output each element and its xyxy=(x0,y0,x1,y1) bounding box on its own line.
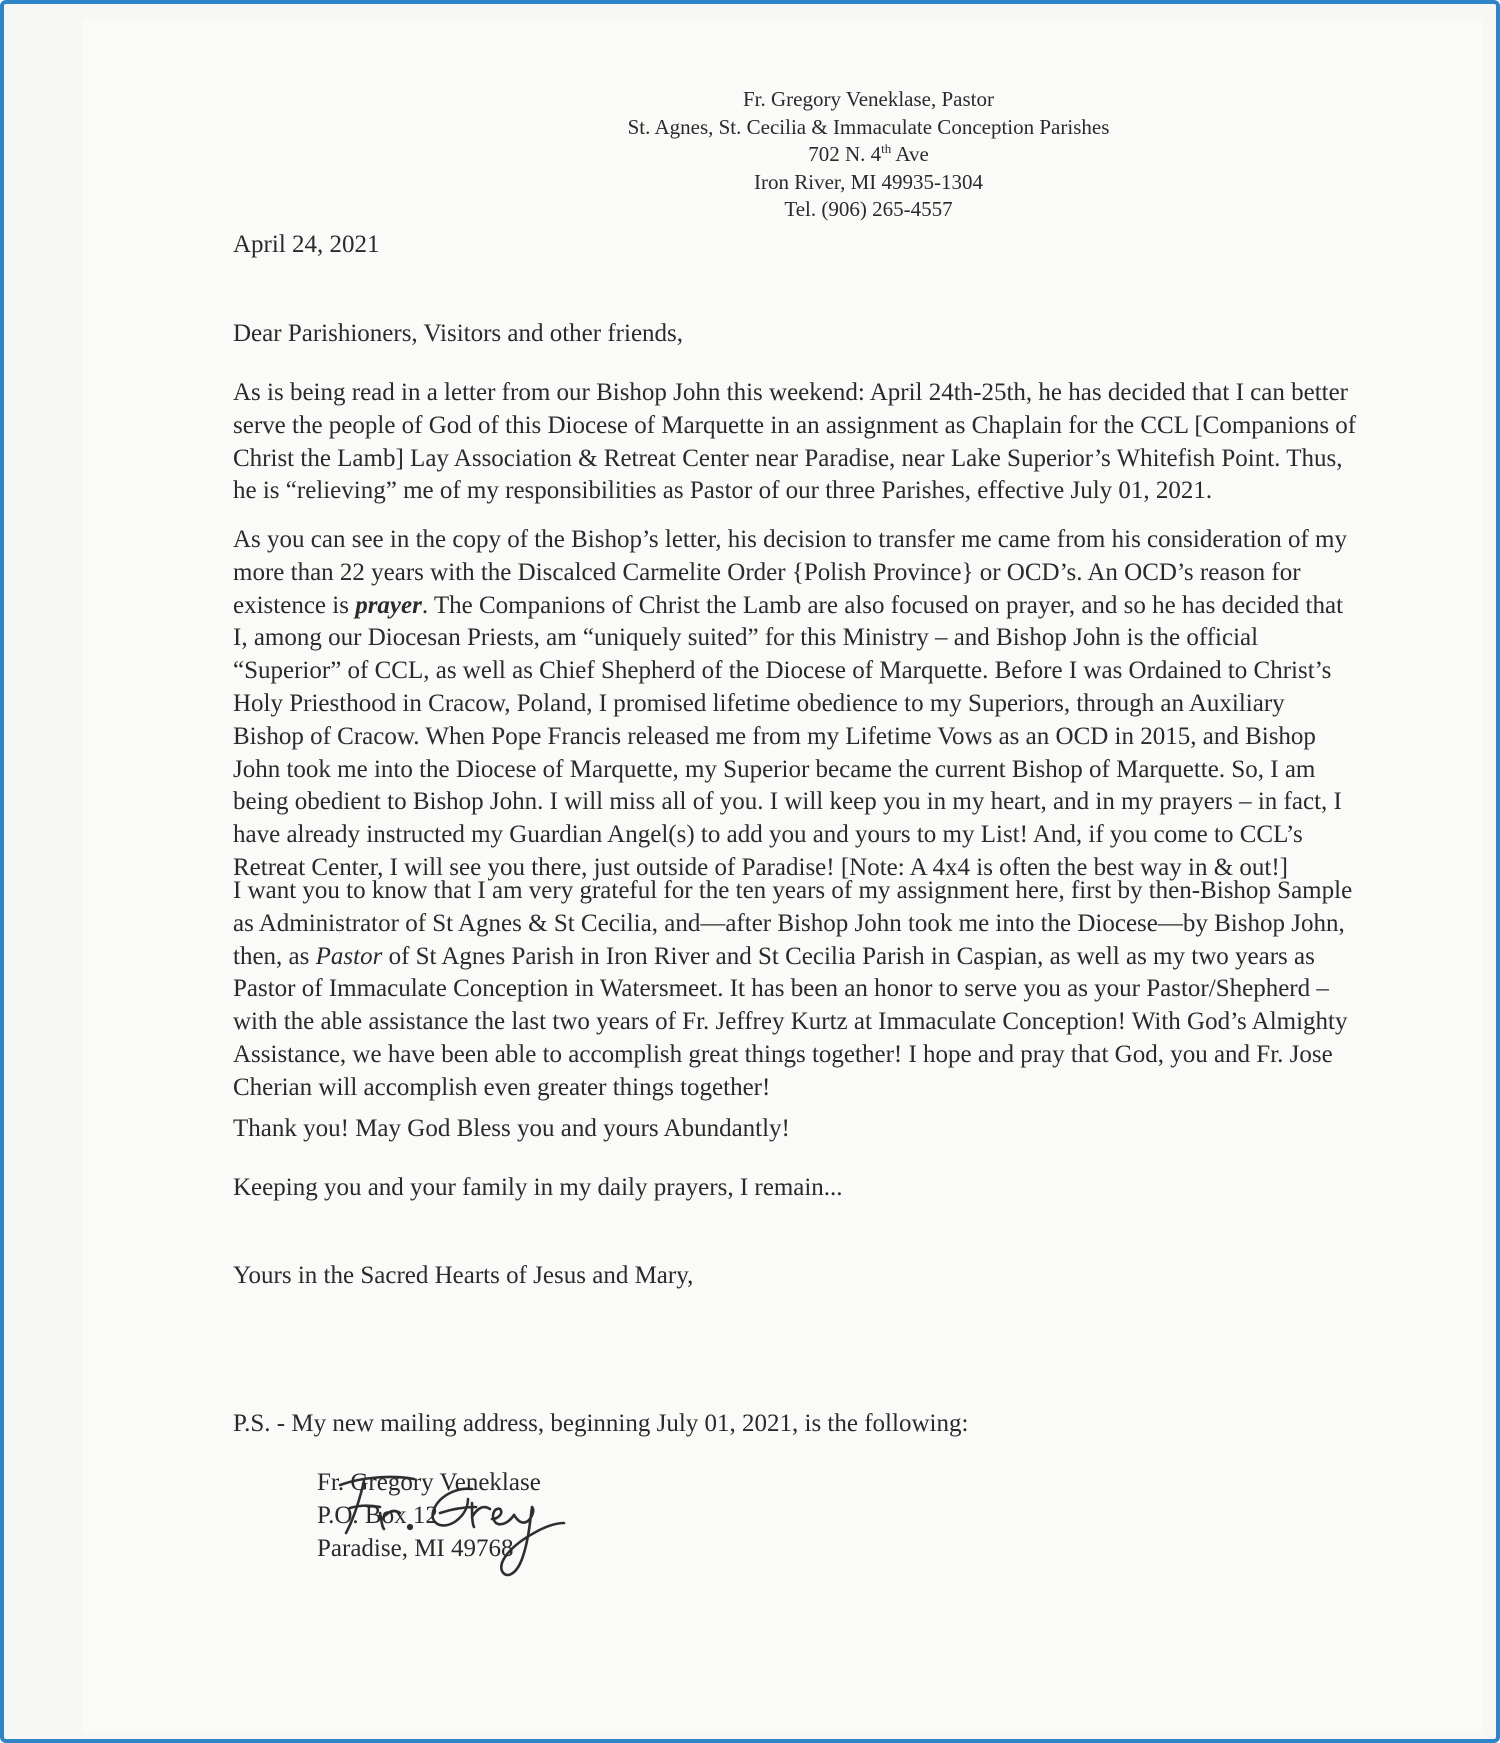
parish-names: St. Agnes, St. Cecilia & Immaculate Conception Parishes xyxy=(627,114,1110,139)
paragraph-2 xyxy=(233,524,1347,885)
paragraph-line: As is being read in a letter from our Bishop John this weekend: April 24th-25th, he has decided that I can better xyxy=(233,379,1349,406)
paragraph-line: being obedient to Bishop John. I will miss all of you. I will keep you in my heart, and in my prayers – in fact, I xyxy=(233,788,1342,816)
new-mailing-address xyxy=(317,1466,541,1565)
address-po-box: P.O. Box 12 xyxy=(317,1502,438,1529)
paragraph-line: more than 22 years with the Discalced Carmelite Order {Polish Province} or OCD’s. An OCD’s reason for xyxy=(233,558,1301,586)
paragraph-line: then, as Pastor of St Agnes Parish in Iron River and St Cecilia Parish in Caspian, as well as my two years as xyxy=(233,942,1315,970)
paragraph-line: Cherian will accomplish even greater things together! xyxy=(233,1073,771,1101)
street-address: 702 N. 4th Ave xyxy=(808,141,929,166)
sender-name: Fr. Gregory Veneklase, Pastor xyxy=(743,87,994,111)
paragraph-line: Pastor of Immaculate Conception in Watersmeet. It has been an honor to serve you as your Pastor/Shepherd – xyxy=(233,975,1329,1003)
paragraph-line: have already instructed my Guardian Angel(s) to add you and yours to my List! And, if you come to CCL’s xyxy=(233,821,1303,849)
paragraph-line: he is “relieving” me of my responsibilities as Pastor of our three Parishes, effective July 01, 2021. xyxy=(233,477,1213,505)
paragraph-line: as Administrator of St Agnes & St Cecilia, and—after Bishop John took me into the Diocese—by Bishop John, xyxy=(233,909,1345,937)
paragraph-line: I, among our Diocesan Priests, am “uniquely suited” for this Ministry – and Bishop John is the official xyxy=(233,624,1259,652)
paragraph-3 xyxy=(233,875,1352,1105)
paragraph-line: I want you to know that I am very grateful for the ten years of my assignment here, first by then-Bishop Sample xyxy=(233,877,1353,904)
paragraph-line: with the able assistance the last two years of Fr. Jeffrey Kurtz at Immaculate Conception! With God’s Almighty xyxy=(233,1008,1348,1036)
paragraph-line: serve the people of God of this Diocese of Marquette in an assignment as Chaplain for the CCL [Companions of xyxy=(233,411,1357,439)
paragraph-line: Assistance, we have been able to accomplish great things together! I hope and pray that God, you and Fr. Jose xyxy=(233,1040,1333,1068)
postscript-line: P.S. - My new mailing address, beginning July 01, 2021, is the following: xyxy=(233,1410,969,1437)
paragraph-line: John took me into the Diocese of Marquette, my Superior became the current Bishop of Marquette. So, I am xyxy=(233,755,1316,783)
letter-date: April 24, 2021 xyxy=(233,231,380,258)
paragraph-line: existence is prayer. The Companions of Christ the Lamb are also focused on prayer, and so he has decided that xyxy=(233,591,1344,619)
emphasis-pastor: Pastor xyxy=(315,942,383,970)
paragraph-line: Retreat Center, I will see you there, just outside of Paradise! [Note: A 4x4 is often the best way in & out!] xyxy=(233,853,1289,881)
prayers-line: Keeping you and your family in my daily prayers, I remain... xyxy=(233,1174,843,1201)
emphasis-prayer: prayer xyxy=(355,591,422,619)
city-state-zip: Iron River, MI 49935-1304 xyxy=(754,169,983,194)
address-city: Paradise, MI 49768 xyxy=(317,1535,514,1562)
paragraph-line: “Superior” of CCL, as well as Chief Shepherd of the Diocese of Marquette. Before I was Ordained to Christ’s xyxy=(233,657,1332,685)
paragraph-line: Christ the Lamb] Lay Association & Retreat Center near Paradise, near Lake Superior’s Whitefish Point. Thus, xyxy=(233,444,1343,472)
letterhead xyxy=(82,86,1500,224)
address-name: Fr. Gregory Veneklase xyxy=(317,1469,541,1496)
paragraph-line: Holy Priesthood in Cracow, Poland, I promised lifetime obedience to my Superiors, through an Auxiliary xyxy=(233,689,1285,717)
thank-you-line: Thank you! May God Bless you and yours Abundantly! xyxy=(233,1115,790,1142)
salutation: Dear Parishioners, Visitors and other friends, xyxy=(233,320,684,347)
paragraph-line: As you can see in the copy of the Bishop’s letter, his decision to transfer me came from his consideration of my xyxy=(233,526,1348,553)
paragraph-line: Bishop of Cracow. When Pope Francis released me from my Lifetime Vows as an OCD in 2015, and Bishop xyxy=(233,722,1316,750)
letter-page xyxy=(82,18,1482,1733)
phone-number: Tel. (906) 265-4557 xyxy=(784,197,953,221)
paragraph-1 xyxy=(233,377,1356,508)
closing-line: Yours in the Sacred Hearts of Jesus and Mary, xyxy=(233,1262,694,1289)
